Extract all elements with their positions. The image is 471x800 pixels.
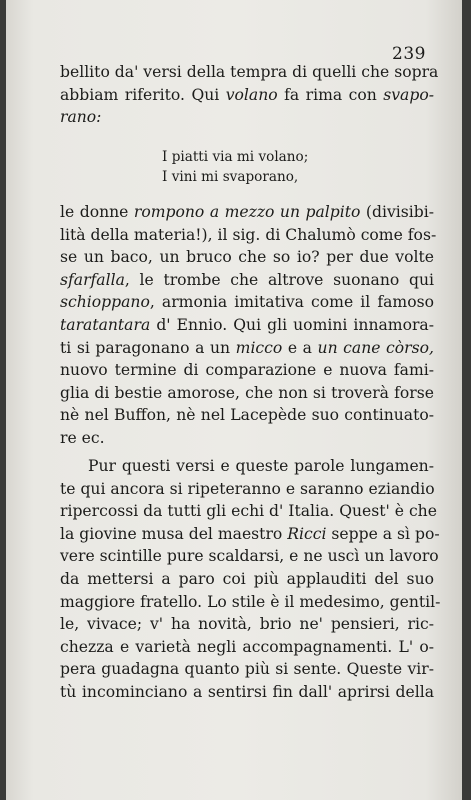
text-run: se un baco, un bruco che so io? per due volte <box>60 248 434 267</box>
text-run: bellito da' versi della tempra di quelli che sopra <box>60 63 439 81</box>
text-line <box>60 455 434 478</box>
text-line <box>60 382 434 405</box>
text-line <box>60 658 434 681</box>
text-line <box>60 106 434 129</box>
text-run: la giovine musa del maestro <box>60 524 288 543</box>
paragraph-1 <box>60 61 439 129</box>
text-run: , armonia imitativa come il famoso <box>149 293 434 312</box>
text-line <box>60 478 434 501</box>
italic-run: svapo- <box>383 85 434 104</box>
text-line <box>60 591 441 614</box>
text-run: (divisibi- <box>360 203 434 221</box>
text-line <box>60 404 434 427</box>
paragraph-2 <box>60 201 437 450</box>
text-line <box>60 61 439 84</box>
italic-run: micco <box>235 338 283 357</box>
italic-run: Ricci <box>287 524 327 543</box>
text-run: le, vivace; v' ha novità, brio ne' pensieri, ric- <box>60 615 434 634</box>
page-number: 239 <box>392 44 426 64</box>
text-line <box>60 201 434 224</box>
verse-line: I vini mi svaporano, <box>162 169 299 185</box>
text-line <box>60 291 434 314</box>
text-run: tù incominciano a sentirsi fin dall' aprirsi della <box>60 682 434 701</box>
text-run: maggiore fratello. Lo stile è il medesimo, gentil- <box>60 592 441 611</box>
text-run: e a <box>282 338 318 357</box>
text-line <box>60 568 434 591</box>
text-run: nuovo termine di comparazione e nuova fami- <box>60 361 434 380</box>
italic-run: rompono a mezzo un palpito <box>133 203 361 221</box>
text-run: d' Ennio. Qui gli uomini innamora- <box>150 315 434 334</box>
text-line <box>60 246 434 269</box>
italic-run: volano <box>225 85 278 104</box>
text-run: vere scintille pure scaldarsi, e ne uscì un lavoro <box>60 547 439 566</box>
text-run: re ec. <box>60 428 105 447</box>
text-run: le donne <box>60 203 134 221</box>
text-run: ti si paragonano a un <box>60 338 236 357</box>
text-line <box>60 500 437 523</box>
italic-run: sfarfalla <box>60 270 125 289</box>
text-line <box>60 681 434 704</box>
text-run: pera guadagna quanto più si sente. Queste vir- <box>60 660 434 679</box>
text-line <box>60 314 434 337</box>
book-page <box>6 0 462 800</box>
text-line <box>60 427 434 450</box>
text-run: Pur questi versi e queste parole lungamen- <box>88 457 434 475</box>
text-line <box>60 545 439 568</box>
text-run: lità della materia!), il sig. di Chalumò come fos- <box>60 225 437 244</box>
italic-run: un cane còrso, <box>317 338 434 357</box>
text-run: glia di bestie amorose, che non si troverà forse <box>60 383 434 402</box>
text-run: chezza e varietà negli accompagnamenti. L' o- <box>60 637 434 656</box>
text-run: , le trombe che altrove suonano qui <box>124 270 434 289</box>
text-run: ripercossi da tutti gli echi d' Italia. Quest' è che <box>60 502 437 521</box>
italic-run: schioppano <box>60 293 150 312</box>
text-run: abbiam riferito. Qui <box>60 85 226 104</box>
text-line <box>60 269 434 292</box>
italic-run: taratantara <box>60 315 151 334</box>
text-run: seppe a sì po- <box>326 524 440 543</box>
text-run: nè nel Buffon, nè nel Lacepède suo continuato- <box>60 406 434 425</box>
text-run: da mettersi a paro coi più applauditi del suo <box>60 569 434 588</box>
text-line <box>60 337 434 360</box>
text-line <box>60 84 434 107</box>
text-run: fa rima con <box>277 85 384 104</box>
paragraph-3 <box>60 455 441 704</box>
verse-quotation <box>162 147 308 187</box>
verse-line: I piatti via mi volano; <box>162 149 309 165</box>
italic-run: rano: <box>60 108 102 127</box>
text-line <box>60 359 434 382</box>
text-line <box>60 636 434 659</box>
text-line <box>60 224 437 247</box>
text-line <box>60 523 440 546</box>
text-line <box>60 613 434 636</box>
text-run: te qui ancora si ripeteranno e saranno eziandio <box>60 479 435 498</box>
